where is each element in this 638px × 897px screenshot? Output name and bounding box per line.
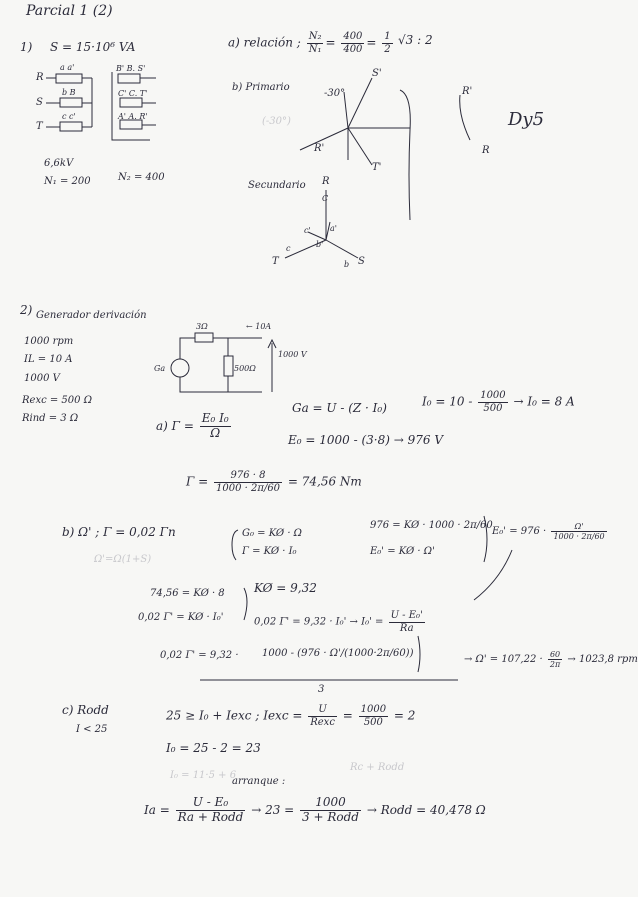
c-eq-3-den2: 3 + Rodd — [302, 809, 359, 824]
c-eq-1-result: = 2 — [393, 708, 416, 723]
rodd-result: → Rodd = 40,478 Ω — [366, 802, 486, 817]
c-eq-1-text: 25 ≥ I₀ + Iexc ; — [166, 708, 260, 723]
part-c-condition: I < 25 — [76, 724, 108, 735]
eq-i0-den: 500 — [483, 402, 503, 414]
ratio-num: 1 — [384, 31, 391, 42]
c-eq-3-den: Ra + Rodd — [177, 809, 244, 824]
system-eq-4: E₀' = KØ · Ω' — [370, 546, 435, 557]
b-final-result — [464, 650, 638, 669]
circuit-ra: 3Ω — [196, 322, 208, 331]
r-prime-right: R' — [462, 86, 473, 97]
system-eq-2: Γ = KØ · I₀ — [242, 546, 297, 557]
c-eq-1-den: Rexc — [310, 716, 335, 728]
kphi-value: KØ = 9,32 — [254, 581, 317, 595]
sec-c3: c — [286, 244, 291, 253]
b-eq-3-num: U - E₀' — [390, 610, 423, 621]
c-faint-2: Rc + Rodd — [350, 762, 405, 773]
torque-den: Ω — [210, 425, 221, 440]
c-eq-1-frac — [308, 704, 337, 728]
r-prime: R' — [314, 143, 325, 154]
ratio-frac-2 — [341, 31, 364, 55]
r-right: R — [482, 145, 490, 156]
b-final-num: 1000 - (976 · Ω'/(1000·2π/60)) — [262, 648, 414, 659]
system-brace — [232, 530, 238, 560]
coil-right-label: C' C. T' — [118, 89, 148, 98]
ratio-label-text: a) relación ; — [228, 35, 301, 50]
rpm-num: 60 — [548, 650, 562, 660]
problem-2-title: Generador derivación — [36, 310, 147, 321]
ratio-den: 400 — [343, 43, 363, 55]
sec-r: R — [322, 176, 330, 187]
system-eq-3: 976 = KØ · 1000 · 2π/60 — [370, 520, 493, 531]
faint-angle: (-30°) — [262, 116, 291, 127]
c-arranque: arranque : — [232, 776, 286, 787]
generator-circuit — [171, 333, 276, 392]
c-eq-1 — [166, 704, 415, 728]
eq-i0-result: → I₀ = 8 A — [513, 394, 575, 409]
transformer-sketch — [46, 72, 156, 140]
sec-b: b' — [316, 240, 324, 249]
c-eq-1-den2: 500 — [363, 716, 383, 728]
circuit-il: ← 10A — [246, 322, 272, 331]
given-voltage: 1000 V — [24, 373, 60, 384]
ratio-num: 400 — [343, 31, 363, 42]
coil-right-label: B' B. S' — [116, 64, 146, 73]
c-eq-3 — [144, 796, 486, 825]
ratio-den: N₁ — [308, 43, 322, 55]
e0-prime-frac — [551, 522, 606, 541]
b-eq-2: 0,02 Γ' = KØ · I₀' — [138, 612, 224, 623]
eq-i0 — [422, 390, 575, 414]
phase-s: S — [36, 97, 43, 108]
c-eq-3-frac-2 — [300, 796, 361, 825]
part-b-faint: Ω'=Ω(1+S) — [94, 554, 152, 565]
c-eq-1-frac-2 — [359, 704, 388, 728]
b-eq-3-frac — [389, 610, 425, 634]
sec-a: a' — [330, 224, 337, 233]
sqrt3-ratio: √3 : 2 — [398, 33, 433, 47]
omega-prime: → Ω' = 107,22 · — [464, 654, 543, 666]
tau-result: = 74,56 Nm — [287, 474, 362, 489]
apparent-power: S = 15·10⁶ VA — [50, 40, 136, 54]
phase-r: R — [36, 72, 44, 83]
problem-2-number: 2) — [20, 303, 33, 317]
primary-label: b) Primario — [232, 82, 290, 93]
rpm-frac — [548, 650, 562, 669]
tau-num: 976 · 8 — [214, 470, 282, 483]
sec-b2: b — [344, 260, 350, 269]
secondary-label: Secundario — [248, 180, 306, 191]
e0-prime-result — [492, 522, 609, 541]
tau-frac — [214, 470, 282, 494]
connection-group: Dy5 — [508, 109, 545, 130]
sec-c2: c' — [304, 226, 311, 235]
given-rind: Rind = 3 Ω — [22, 413, 79, 424]
rpm-den: 2π — [549, 660, 561, 670]
torque-num: E₀ I₀ — [201, 411, 229, 425]
b-final-lhs: 0,02 Γ' = 9,32 · — [160, 650, 239, 661]
c-eq-1-iexc: Iexc = — [263, 708, 303, 723]
torque-symbol: Γ = — [171, 418, 194, 433]
b-eq-3-den: Ra — [399, 622, 414, 634]
ratio-frac-1 — [307, 31, 324, 55]
problem-1-number: 1) — [20, 40, 33, 54]
eq-ga: Ga = U - (Z · I₀) — [292, 401, 387, 415]
eq-e0: E₀ = 1000 - (3·8) → 976 V — [288, 433, 443, 447]
n1-turns: N₁ = 200 — [44, 176, 91, 187]
ratio-den: 2 — [384, 43, 391, 55]
c-faint-1: I₀ = 11·5 + 6 — [170, 770, 237, 781]
b-eq-3 — [254, 610, 427, 634]
s-prime: S' — [372, 68, 382, 79]
e0-prime-den: 1000 · 2π/60 — [553, 532, 605, 542]
arrow-curve — [474, 550, 512, 600]
sec-s: S — [358, 256, 365, 267]
n2-turns: N₂ = 400 — [118, 172, 165, 183]
coil-left-label: a a' — [60, 63, 75, 72]
rpm-result: → 1023,8 rpm — [567, 654, 638, 666]
circuit-ga: Ga — [154, 364, 166, 373]
b-final-den: 3 — [318, 684, 325, 695]
part-c-label: c) Rodd — [62, 703, 109, 717]
c-eq-3-lhs: Ia = — [144, 802, 170, 817]
c-eq-1-num2: 1000 — [360, 704, 387, 715]
ratio-frac-3 — [382, 31, 392, 55]
part-a-label: a) — [156, 418, 168, 433]
sec-t: T — [272, 256, 279, 267]
tau-lhs: Γ = — [186, 474, 209, 489]
b-eq-3-text: 0,02 Γ' = 9,32 · I₀' → I₀' = — [254, 616, 384, 628]
part-a-torque — [156, 412, 233, 441]
coil-left-label: c c' — [62, 112, 76, 121]
circuit-voltage: 1000 V — [278, 350, 307, 359]
coil-left-label: b B — [62, 88, 76, 97]
c-eq-3-mid: → 23 = — [251, 802, 295, 817]
c-eq-3-frac — [176, 796, 246, 825]
torque-fraction — [200, 412, 231, 441]
paren-right — [418, 636, 420, 672]
b-eq-1: 74,56 = KØ · 8 — [150, 588, 225, 599]
given-speed: 1000 rpm — [24, 336, 74, 347]
voltage-label: 6,6kV — [44, 158, 74, 169]
system-eq-1: G₀ = KØ · Ω — [242, 528, 302, 539]
c-eq-2: I₀ = 25 - 2 = 23 — [166, 741, 261, 755]
ratio-label: a) relación ; $\frac{\text{N₂}}{\text{N₁}}$ = $\frac{400}{400}$ = $\frac{1}{2}$ — [228, 31, 391, 55]
torque-result — [186, 470, 362, 494]
circuit-rexc: 500Ω — [234, 364, 256, 373]
eq-i0-frac — [478, 390, 507, 414]
tau-den: 1000 · 2π/60 — [216, 482, 281, 494]
t-prime: T' — [372, 162, 382, 173]
coil-right-label: A' A. R' — [118, 112, 148, 121]
c-eq-3-num: U - E₀ — [176, 796, 246, 811]
c-eq-1-equals: = — [342, 708, 353, 723]
e0-prime-num: Ω' — [551, 522, 606, 532]
system-brace-2 — [244, 588, 247, 620]
page-title: Parcial 1 (2) — [26, 3, 113, 19]
c-eq-1-num: U — [308, 704, 337, 717]
phase-angle: -30° — [324, 88, 346, 99]
given-current: IL = 10 A — [24, 354, 73, 365]
part-b-label: b) Ω' ; Γ = 0,02 Γn — [62, 525, 176, 539]
phase-t: T — [36, 121, 43, 132]
ratio-num: N₂ — [308, 31, 322, 42]
e0-prime-text: E₀' = 976 · — [492, 526, 547, 538]
given-rexc: Rexc = 500 Ω — [22, 395, 92, 406]
eq-i0-num: 1000 — [480, 390, 506, 401]
c-eq-3-num2: 1000 — [300, 796, 361, 811]
eq-i0-text: I₀ = 10 - — [422, 394, 473, 409]
dy5-bracket — [460, 95, 470, 140]
sec-c: C — [322, 194, 329, 203]
